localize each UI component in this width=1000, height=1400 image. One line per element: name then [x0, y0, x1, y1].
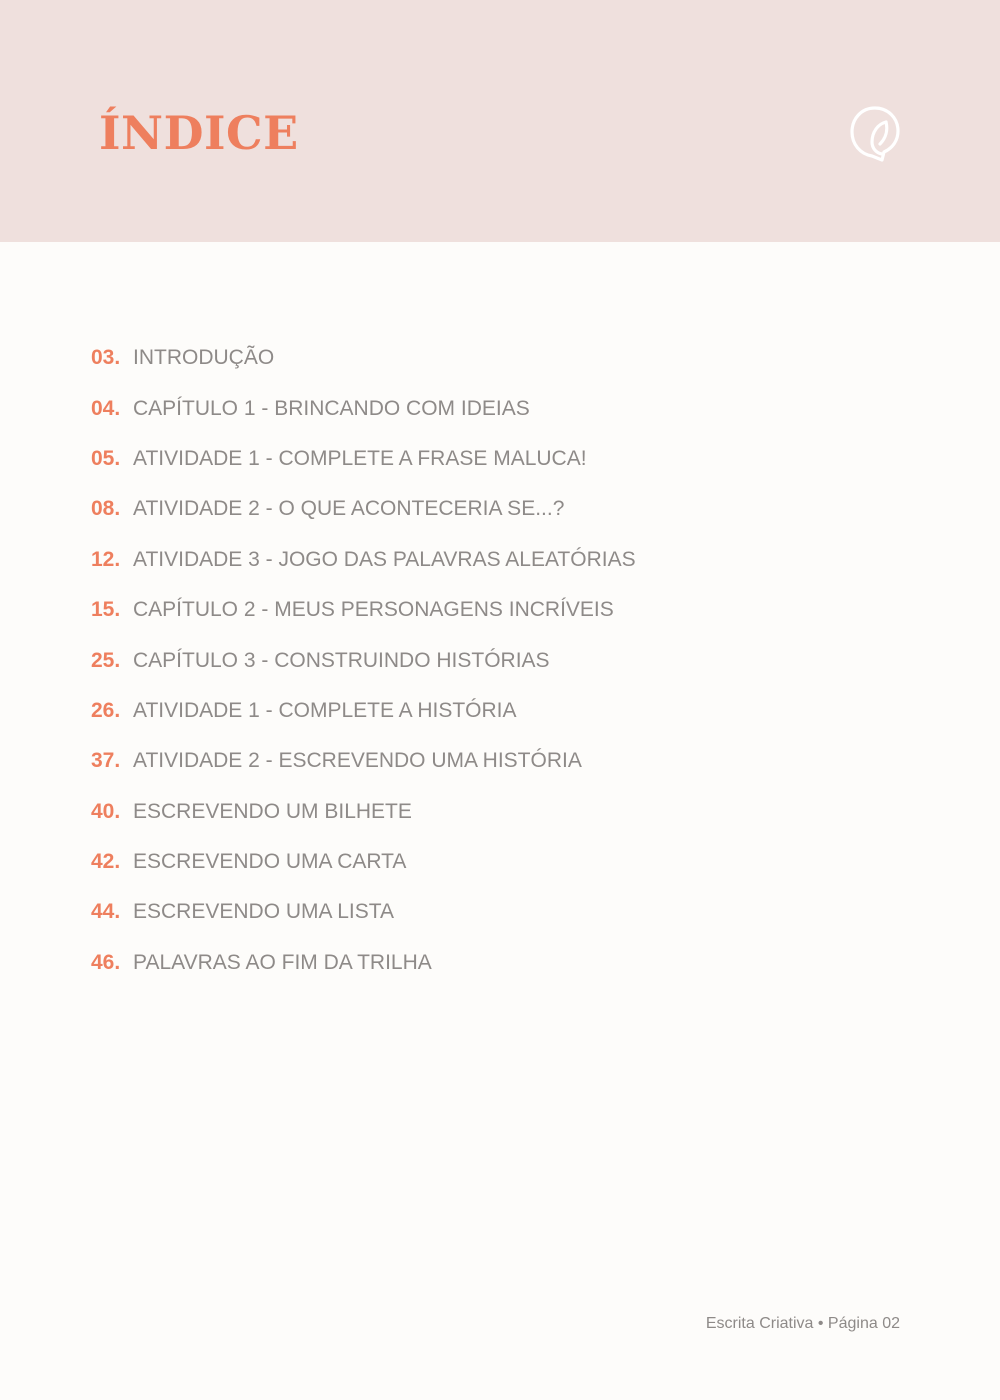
toc-label: ESCREVENDO UM BILHETE: [133, 799, 412, 823]
table-of-contents: [91, 333, 636, 988]
toc-item[interactable]: [91, 484, 636, 534]
toc-item[interactable]: [91, 434, 636, 484]
toc-label: ATIVIDADE 2 - O QUE ACONTECERIA SE...?: [133, 497, 565, 521]
toc-page-number: 26.: [91, 698, 121, 722]
speech-bubble-leaf-icon: [848, 104, 902, 162]
toc-item[interactable]: [91, 938, 636, 988]
toc-page-number: 05.: [91, 446, 121, 470]
toc-page-number: 42.: [91, 850, 121, 874]
toc-page-number: 12.: [91, 547, 121, 571]
toc-label: ATIVIDADE 3 - JOGO DAS PALAVRAS ALEATÓRIAS: [133, 547, 636, 571]
toc-label: ESCREVENDO UMA LISTA: [133, 900, 395, 924]
toc-item[interactable]: [91, 787, 636, 837]
toc-label: ESCREVENDO UMA CARTA: [133, 850, 407, 874]
page-title: ÍNDICE: [99, 106, 299, 160]
toc-page-number: 04.: [91, 396, 121, 420]
toc-item[interactable]: [91, 535, 636, 585]
toc-label: PALAVRAS AO FIM DA TRILHA: [133, 950, 432, 974]
toc-page-number: 44.: [91, 900, 121, 924]
toc-label: ATIVIDADE 1 - COMPLETE A HISTÓRIA: [133, 698, 517, 722]
toc-page-number: 37.: [91, 749, 121, 773]
toc-page-number: 25.: [91, 648, 121, 672]
toc-page-number: 08.: [91, 497, 121, 521]
page-footer: Escrita Criativa • Página 02: [705, 1315, 900, 1332]
toc-label: CAPÍTULO 3 - CONSTRUINDO HISTÓRIAS: [133, 648, 550, 672]
toc-page-number: 46.: [91, 950, 121, 974]
toc-item[interactable]: [91, 887, 636, 937]
toc-label: INTRODUÇÃO: [133, 346, 275, 370]
toc-item[interactable]: [91, 383, 636, 433]
toc-item[interactable]: [91, 837, 636, 887]
toc-item[interactable]: [91, 635, 636, 685]
toc-label: ATIVIDADE 2 - ESCREVENDO UMA HISTÓRIA: [133, 749, 582, 773]
toc-page-number: 03.: [91, 346, 121, 370]
toc-label: CAPÍTULO 1 - BRINCANDO COM IDEIAS: [133, 396, 530, 420]
toc-page-number: 40.: [91, 799, 121, 823]
toc-label: CAPÍTULO 2 - MEUS PERSONAGENS INCRÍVEIS: [133, 598, 614, 622]
toc-label: ATIVIDADE 1 - COMPLETE A FRASE MALUCA!: [133, 446, 587, 470]
toc-item[interactable]: [91, 585, 636, 635]
toc-page-number: 15.: [91, 598, 121, 622]
toc-item[interactable]: [91, 686, 636, 736]
toc-item[interactable]: [91, 736, 636, 786]
toc-item[interactable]: [91, 333, 636, 383]
